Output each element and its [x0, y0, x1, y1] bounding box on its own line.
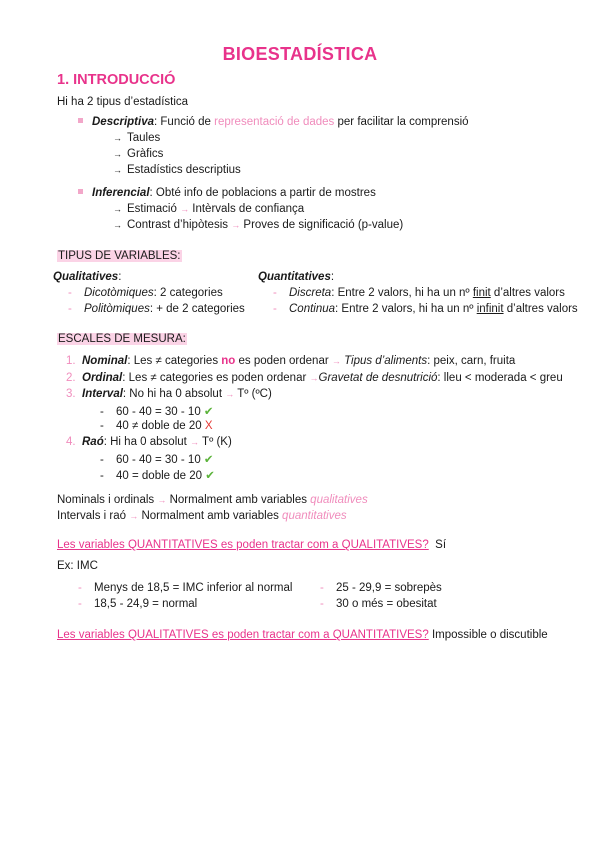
intro-text: Hi ha 2 tipus d’estadística	[57, 96, 189, 108]
escala-nominal: 1. Nominal: Les ≠ categories no es poden ordenar → Tipus d’aliments: peix, carn, fruita	[66, 355, 516, 367]
nominals-summary: Nominals i ordinals → Normalment amb variables qualitatives	[57, 494, 368, 506]
list-item: - 40 ≠ doble de 20 X	[100, 420, 213, 432]
arrow-icon: →	[180, 204, 190, 214]
quantitatives-heading: Quantitatives:	[258, 271, 335, 283]
arrow-icon: →	[231, 220, 241, 230]
list-item: → Gràfics	[113, 148, 164, 160]
list-item: - 60 - 40 = 30 - 10 ✔	[100, 406, 214, 418]
descriptiva-item: Descriptiva: Funció de representació de dades per facilitar la comprensió	[78, 116, 469, 128]
check-icon: ✔	[205, 470, 215, 482]
arrow-bullet-icon: →	[113, 165, 122, 175]
arrow-bullet-icon: →	[113, 133, 122, 143]
list-item: - 25 - 29,9 = sobrepès	[320, 582, 442, 594]
escala-ordinal: 2. Ordinal: Les ≠ categories es poden ordenar →Gravetat de desnutrició: lleu < moderada < greu	[66, 372, 563, 384]
list-item: - Politòmiques: + de 2 categories	[68, 303, 245, 315]
list-item: → Estimació → Intèrvals de confiança	[113, 203, 305, 215]
list-item: → Taules	[113, 132, 161, 144]
arrow-bullet-icon: →	[113, 204, 122, 214]
highlight-text: representació de dades	[214, 116, 335, 128]
inferencial-item: Inferencial: Obté info de poblacions a partir de mostres	[78, 187, 376, 199]
example-label: Ex: IMC	[57, 560, 98, 572]
list-item: → Contrast d’hipòtesis → Proves de significació (p-value)	[113, 219, 404, 231]
escales-heading: ESCALES DE MESURA:	[58, 333, 186, 345]
list-item: - Continua: Entre 2 valors, hi ha un nº infinit d’altres valors	[273, 303, 578, 315]
question-2: Les variables QUALITATIVES es poden tractar com a QUANTITATIVES? Impossible o discutible	[57, 629, 548, 641]
check-icon: ✔	[203, 454, 214, 466]
qualitatives-heading: Qualitatives:	[53, 271, 122, 283]
square-bullet-icon	[78, 189, 83, 194]
list-item: - 40 = doble de 20 ✔	[100, 470, 215, 482]
check-icon: ✔	[203, 406, 214, 418]
list-item: - 60 - 40 = 30 - 10 ✔	[100, 454, 214, 466]
arrow-bullet-icon: →	[113, 149, 122, 159]
arrow-icon: →	[225, 389, 235, 399]
question-1: Les variables QUANTITATIVES es poden tractar com a QUALITATIVES? Sí	[57, 539, 447, 551]
escala-interval: 3. Interval: No hi ha 0 absolut → Tº (ºC)	[66, 388, 272, 400]
section-heading-introduccio: 1. INTRODUCCIÓ	[57, 72, 176, 88]
square-bullet-icon	[78, 118, 83, 123]
list-item: - Discreta: Entre 2 valors, hi ha un nº finit d’altres valors	[273, 287, 565, 299]
arrow-icon: →	[157, 495, 167, 505]
list-item: - Menys de 18,5 = IMC inferior al normal	[78, 582, 293, 594]
page-title: BIOESTADÍSTICA	[222, 44, 378, 64]
arrow-bullet-icon: →	[113, 220, 122, 230]
arrow-icon: →	[190, 437, 200, 447]
arrow-icon: →	[129, 511, 139, 521]
list-item: - 18,5 - 24,9 = normal	[78, 598, 198, 610]
list-item: - Dicotòmiques: 2 categories	[68, 287, 223, 299]
cross-icon: X	[204, 420, 213, 432]
arrow-icon: →	[331, 356, 341, 366]
list-item: - 30 o més = obesitat	[320, 598, 437, 610]
list-item: → Estadístics descriptius	[113, 164, 241, 176]
escala-rao: 4. Raó: Hi ha 0 absolut → Tº (K)	[66, 436, 232, 448]
tipus-variables-heading: TIPUS DE VARIABLES:	[58, 250, 181, 262]
intervals-summary: Intervals i raó → Normalment amb variables quantitatives	[57, 510, 347, 522]
arrow-icon: →	[309, 373, 319, 383]
